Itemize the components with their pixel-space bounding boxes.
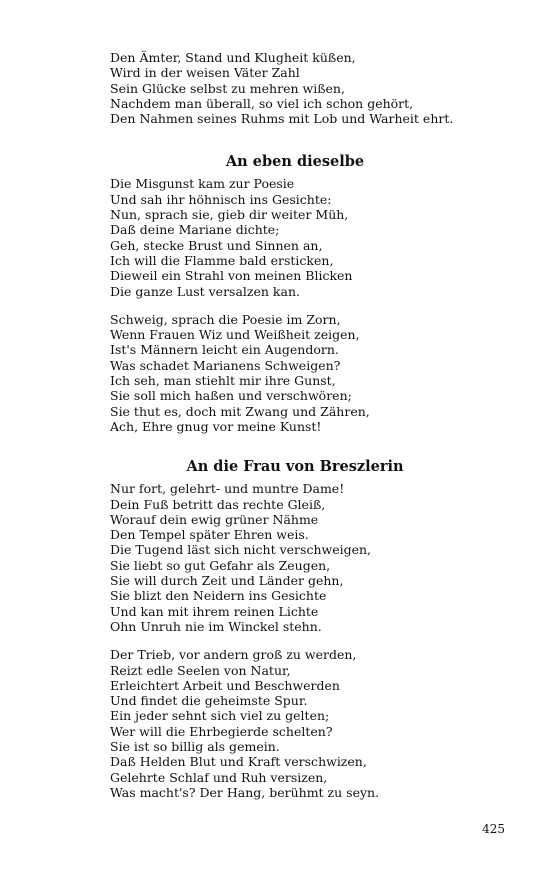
verse-line: Den Nahmen seines Ruhms mit Lob und Warheit ehrt. <box>110 111 454 127</box>
verse-line: Sie thut es, doch mit Zwang und Zähren, <box>110 403 370 419</box>
verse-line: Was macht's? Der Hang, berühmt zu seyn. <box>110 784 380 800</box>
verse-line: Reizt edle Seelen von Natur, <box>110 662 291 678</box>
verse-line: Der Trieb, vor andern groß zu werden, <box>110 647 357 663</box>
verse-line: Und sah ihr höhnisch ins Gesichte: <box>110 191 332 207</box>
verse-line: Sie will durch Zeit und Länder gehn, <box>110 573 344 589</box>
verse-line: Die ganze Lust versalzen kan. <box>110 283 300 299</box>
poem-title-an-eben-dieselbe: An eben dieselbe <box>225 153 365 171</box>
poem2-stanza-2 <box>110 647 440 800</box>
verse-line: Schweig, sprach die Poesie im Zorn, <box>110 311 341 327</box>
page-number: 425 <box>482 822 505 836</box>
verse-line: Nun, sprach sie, gieb dir weiter Müh, <box>110 207 349 223</box>
verse-line: Ich will die Flamme bald ersticken, <box>110 252 334 268</box>
poem-title-an-die-frau-von-breszlerin: An die Frau von Breszlerin <box>186 458 404 476</box>
poem2-stanza-1 <box>110 481 440 634</box>
verse-line: Ach, Ehre gnug vor meine Kunst! <box>110 418 322 434</box>
verse-line: Ein jeder sehnt sich viel zu gelten; <box>110 708 330 724</box>
verse-line: Gelehrte Schlaf und Ruh versizen, <box>110 769 328 785</box>
verse-line: Daß deine Mariane dichte; <box>110 222 280 238</box>
stanza-gap <box>110 299 440 312</box>
verse-line: Nur fort, gelehrt- und muntre Dame! <box>110 481 345 497</box>
verse-line: Wer will die Ehrbegierde schelten? <box>110 723 333 739</box>
verse-line: Sie blizt den Neidern ins Gesichte <box>110 588 327 604</box>
stanza-gap <box>110 634 440 647</box>
verse-line: Wird in der weisen Väter Zahl <box>110 65 300 81</box>
verse-line: Und kan mit ihrem reinen Lichte <box>110 603 319 619</box>
verse-line: Sie ist so billig als gemein. <box>110 738 280 754</box>
verse-line: Sein Glücke selbst zu mehren wißen, <box>110 80 345 96</box>
verse-line: Sie liebt so gut Gefahr als Zeugen, <box>110 557 331 573</box>
verse-line: Ich seh, man stiehlt mir ihre Gunst, <box>110 373 336 389</box>
verse-line: Erleichtert Arbeit und Beschwerden <box>110 677 340 693</box>
verse-line: Den Tempel später Ehren weis. <box>110 527 309 543</box>
verse-line: Nachdem man überall, so viel ich schon gehört, <box>110 95 414 111</box>
verse-line: Die Tugend läst sich nicht verschweigen, <box>110 542 372 558</box>
verse-line: Daß Helden Blut und Kraft verschwizen, <box>110 754 367 770</box>
verse-line: Ohn Unruh nie im Winckel stehn. <box>110 618 322 634</box>
poem1-stanza-2 <box>110 312 440 434</box>
verse-line: Worauf dein ewig grüner Nähme <box>110 511 319 527</box>
verse-line: Sie soll mich haßen und verschwören; <box>110 388 352 404</box>
verse-line: Ist's Männern leicht ein Augendorn. <box>110 342 339 358</box>
verse-line: Was schadet Marianens Schweigen? <box>110 357 341 373</box>
verse-line: Und findet die geheimste Spur. <box>110 693 308 709</box>
verse-line: Die Misgunst kam zur Poesie <box>110 176 295 192</box>
verse-line: Den Ämter, Stand und Klugheit küßen, <box>110 50 356 65</box>
intro-stanza <box>110 50 454 127</box>
page-body <box>110 50 454 800</box>
poem1-stanza-1 <box>110 176 440 298</box>
verse-line: Dieweil ein Strahl von meinen Blicken <box>110 268 353 284</box>
verse-line: Dein Fuß betritt das rechte Gleiß, <box>110 496 326 512</box>
verse-line: Wenn Frauen Wiz und Weißheit zeigen, <box>110 327 360 343</box>
verse-line: Geh, stecke Brust und Sinnen an, <box>110 237 323 253</box>
